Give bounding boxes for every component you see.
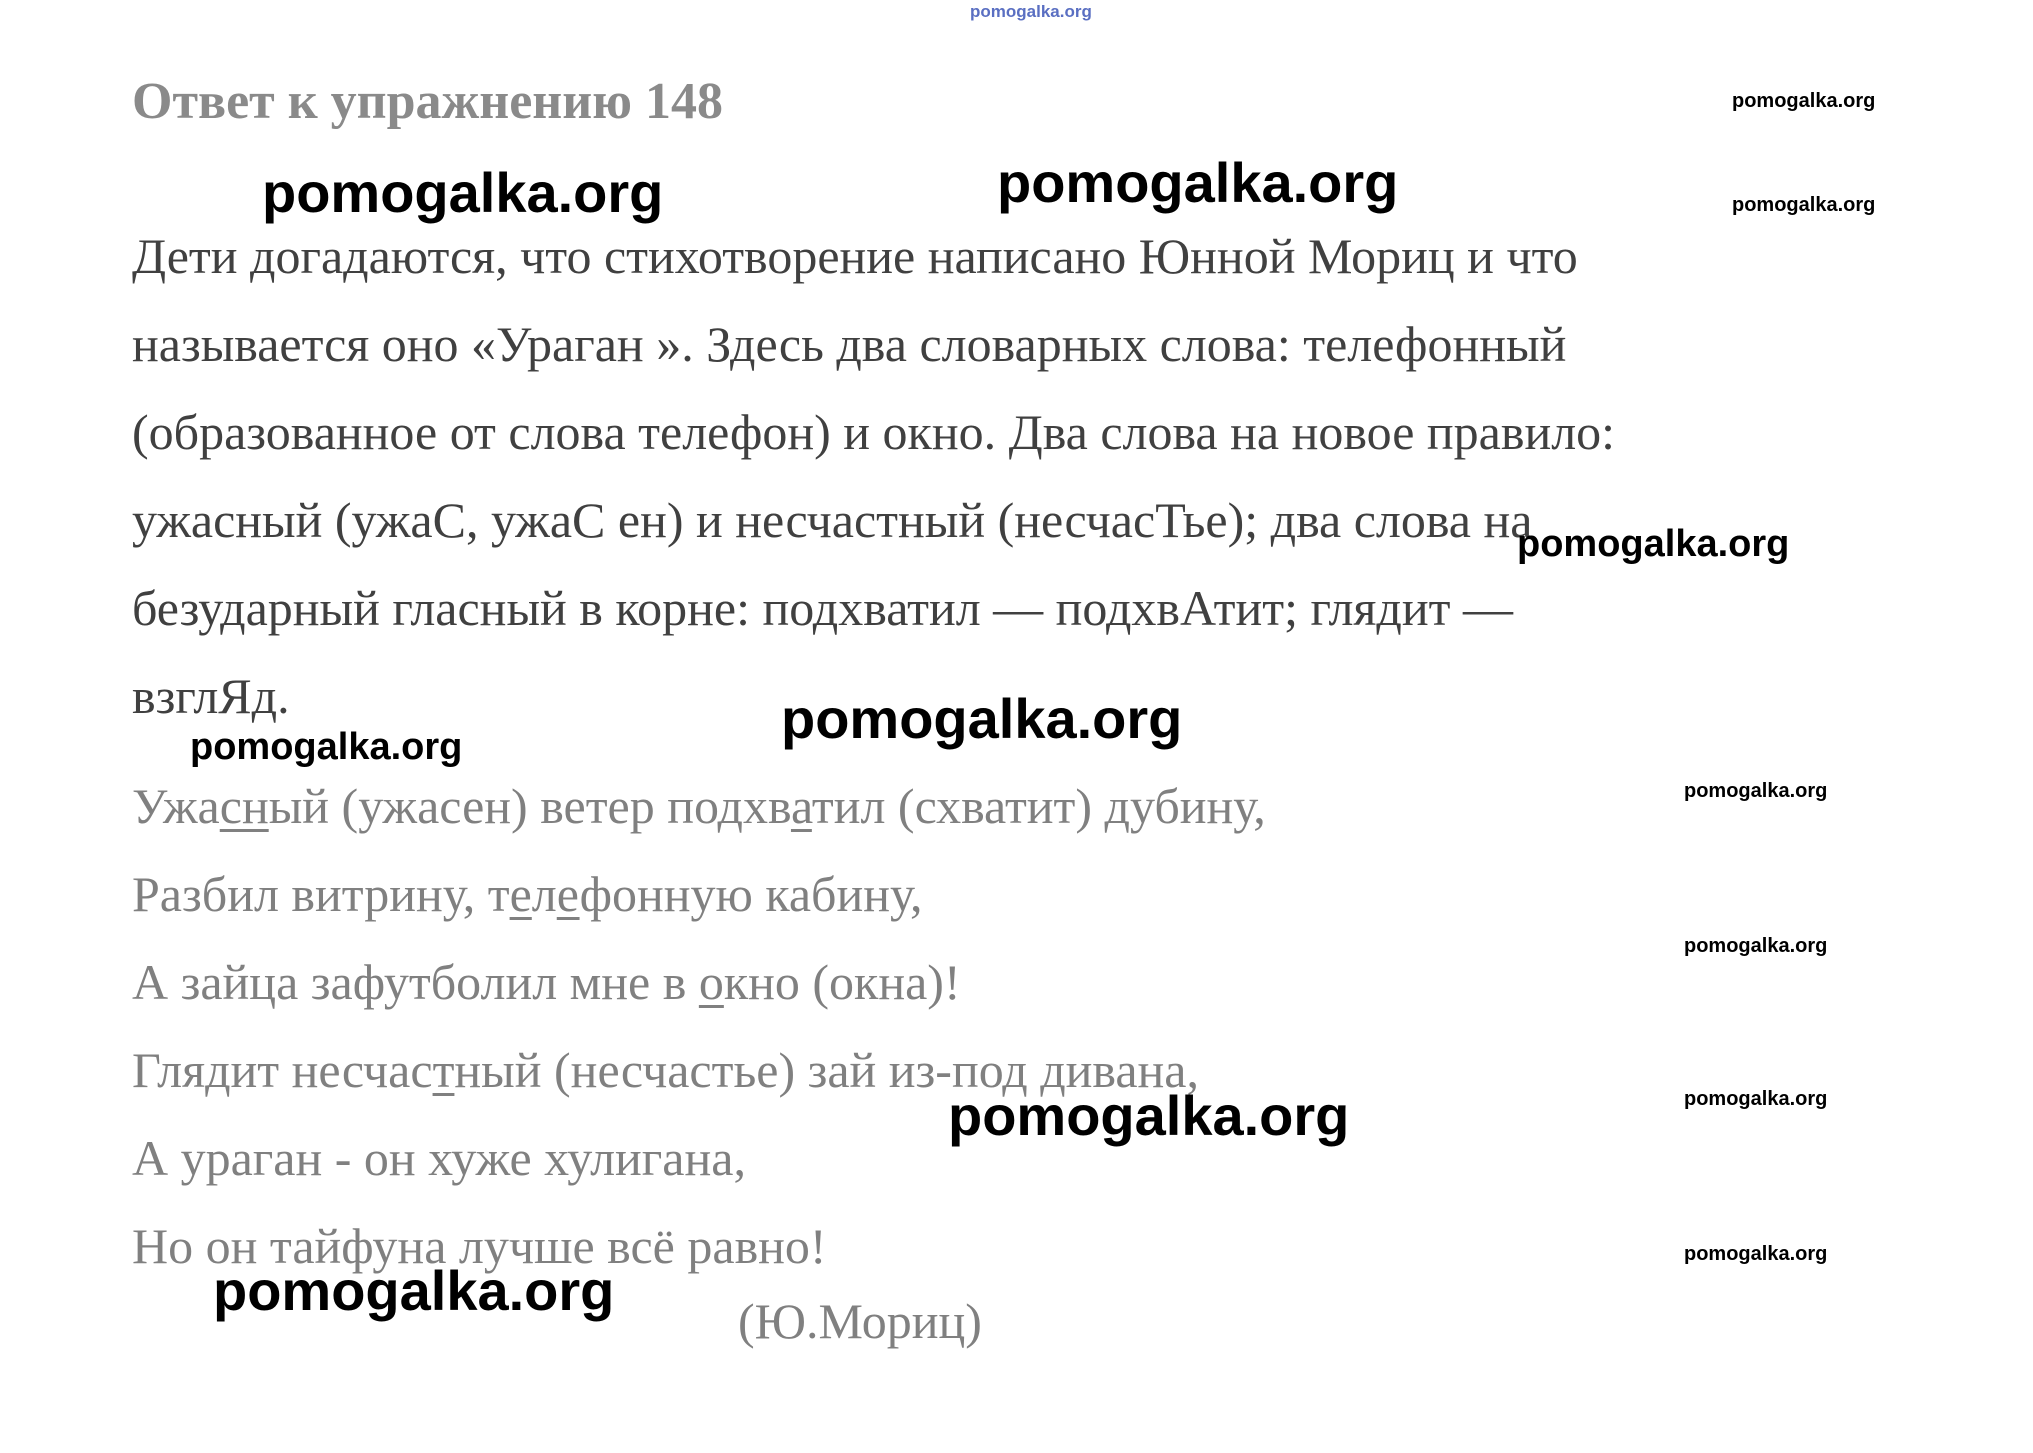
- watermark: pomogalka.org: [1684, 1243, 1828, 1265]
- watermark: pomogalka.org: [213, 1259, 615, 1322]
- poem-text: тил (схватит) дубину,: [811, 778, 1266, 834]
- paragraph-line: безударный гласный в корне: подхватил — подхвАтит; глядит —: [132, 580, 1513, 636]
- poem-text: ный (несчастье) зай из-под дивана,: [454, 1042, 1200, 1098]
- watermark: pomogalka.org: [1517, 523, 1790, 565]
- underlined-letters: а: [790, 778, 812, 834]
- watermark: pomogalka.org: [1684, 780, 1828, 802]
- poem-text: Ужа: [132, 778, 220, 834]
- underlined-letters: е: [509, 866, 532, 922]
- watermark: pomogalka.org: [781, 687, 1183, 750]
- watermark: pomogalka.org: [190, 726, 463, 768]
- watermark: pomogalka.org: [1684, 1088, 1828, 1110]
- poem-line-2: [132, 850, 1266, 938]
- paragraph-line: взглЯд.: [132, 668, 290, 724]
- paragraph-line: Дети догадаются, что стихотворение написано Юнной Мориц и что: [132, 228, 1578, 284]
- paragraph-line: (образованное от слова телефон) и окно. Два слова на новое правило:: [132, 404, 1616, 460]
- poem-line-1: [132, 762, 1266, 850]
- poem-line-6: Но он тайфуна лучше всё равно!: [132, 1218, 827, 1274]
- poem-text: Разбил витрину, т: [132, 866, 510, 922]
- watermark: pomogalka.org: [948, 1084, 1350, 1147]
- paragraph-line: называется оно «Ураган ». Здесь два словарных слова: телефонный: [132, 316, 1567, 372]
- poem-line-3: [132, 938, 1266, 1026]
- underlined-letters: т: [432, 1042, 455, 1098]
- paragraph-line: ужасный (ужаС, ужаС ен) и несчастный (несчасТье); два слова на: [132, 492, 1533, 548]
- page-title: Ответ к упражнению 148: [132, 73, 723, 130]
- poem-line-5: А ураган - он хуже хулигана,: [132, 1130, 746, 1186]
- poem: [132, 762, 1266, 1290]
- poem-text: фонную кабину,: [579, 866, 923, 922]
- answer-paragraph: [132, 212, 1912, 740]
- underlined-letters: сн: [219, 778, 269, 834]
- watermark: pomogalka.org: [1684, 935, 1828, 957]
- underlined-letters: о: [698, 954, 724, 1010]
- poem-text: А зайца зафутболил мне в: [132, 954, 699, 1010]
- poem-author: (Ю.Мориц): [738, 1293, 982, 1349]
- poem-text: ый (ужасен) ветер подхв: [268, 778, 791, 834]
- poem-text: кно (окна)!: [723, 954, 961, 1010]
- watermark: pomogalka.org: [262, 161, 664, 224]
- poem-text: Глядит несчас: [132, 1042, 433, 1098]
- poem-text: л: [531, 866, 557, 922]
- watermark: pomogalka.org: [1732, 194, 1876, 216]
- underlined-letters: е: [556, 866, 580, 922]
- watermark: pomogalka.org: [1732, 90, 1876, 112]
- top-watermark: pomogalka.org: [970, 2, 1092, 21]
- watermark: pomogalka.org: [997, 151, 1399, 214]
